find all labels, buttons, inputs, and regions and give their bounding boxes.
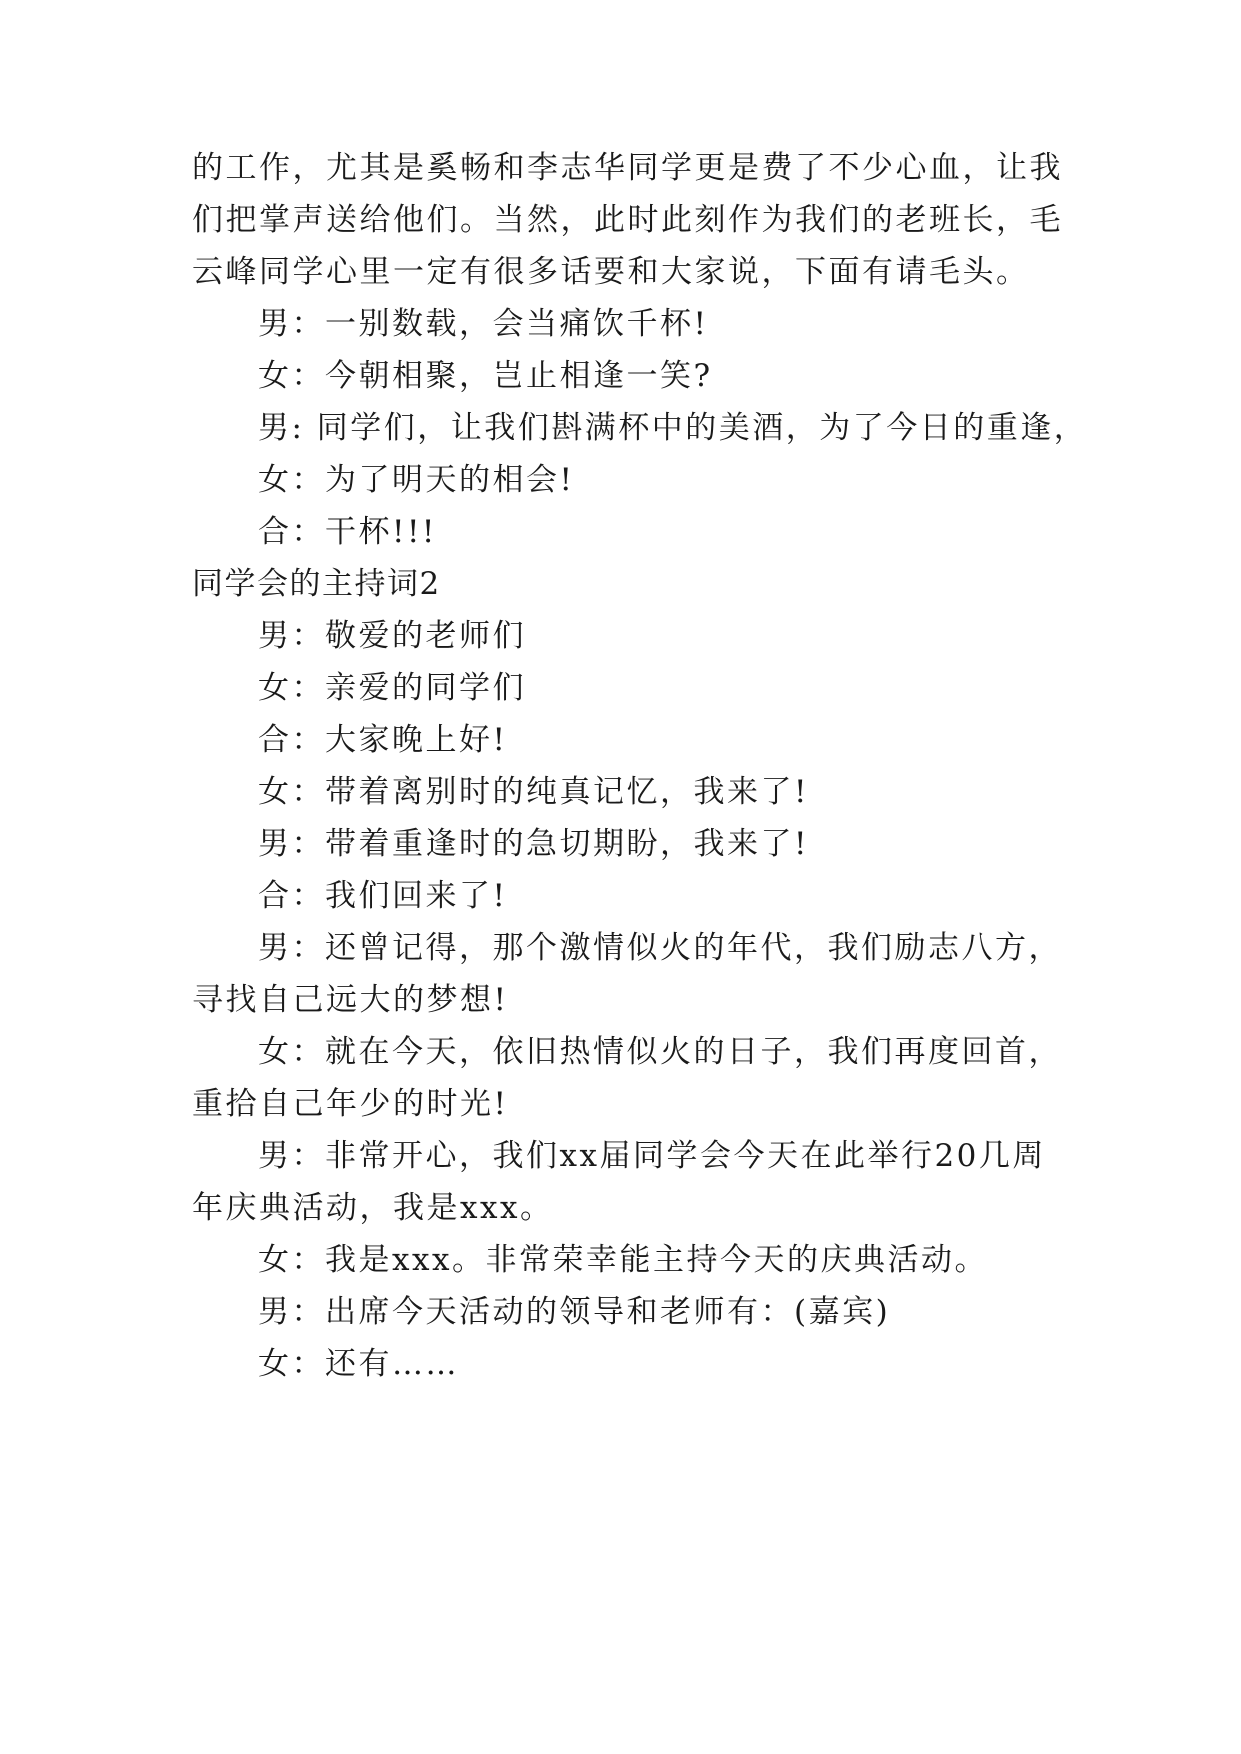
dialogue-line: 女：今朝相聚，岂止相逢一笑? (258, 358, 713, 394)
dialogue-line: 女：还有…… (258, 1346, 459, 1382)
section-heading: 同学会的主持词2 (192, 566, 441, 602)
dialogue-line: 合：我们回来了! (258, 878, 508, 914)
dialogue-continuation: 年庆典活动，我是xxx。 (192, 1190, 554, 1226)
paragraph-line: 们把掌声送给他们。当然，此时此刻作为我们的老班长，毛 (192, 202, 1063, 238)
dialogue-line: 女：亲爱的同学们 (258, 670, 526, 706)
dialogue-line: 男：非常开心，我们xx届同学会今天在此举行20几周 (258, 1138, 1046, 1174)
dialogue-line: 男：还曾记得，那个激情似火的年代，我们励志八方， (258, 930, 1062, 966)
dialogue-line: 合：干杯!!! (258, 514, 437, 550)
dialogue-line: 男：出席今天活动的领导和老师有：(嘉宾) (258, 1294, 891, 1330)
dialogue-line: 合：大家晚上好! (258, 722, 508, 758)
dialogue-line: 女：我是xxx。非常荣幸能主持今天的庆典活动。 (258, 1242, 988, 1278)
dialogue-line: 男：敬爱的老师们 (258, 618, 526, 654)
paragraph-line: 云峰同学心里一定有很多话要和大家说，下面有请毛头。 (192, 254, 1030, 290)
dialogue-line: 男: 同学们，让我们斟满杯中的美酒，为了今日的重逢， (258, 410, 1088, 446)
dialogue-line: 男：带着重逢时的急切期盼，我来了! (258, 826, 809, 862)
dialogue-line: 女：带着离别时的纯真记忆，我来了! (258, 774, 809, 810)
dialogue-continuation: 寻找自己远大的梦想! (192, 982, 509, 1018)
dialogue-line: 女：就在今天，依旧热情似火的日子，我们再度回首， (258, 1034, 1062, 1070)
paragraph-line: 的工作，尤其是奚畅和李志华同学更是费了不少心血，让我 (192, 150, 1063, 186)
dialogue-line: 男：一别数载，会当痛饮千杯! (258, 306, 709, 342)
dialogue-line: 女：为了明天的相会! (258, 462, 575, 498)
dialogue-continuation: 重拾自己年少的时光! (192, 1086, 509, 1122)
